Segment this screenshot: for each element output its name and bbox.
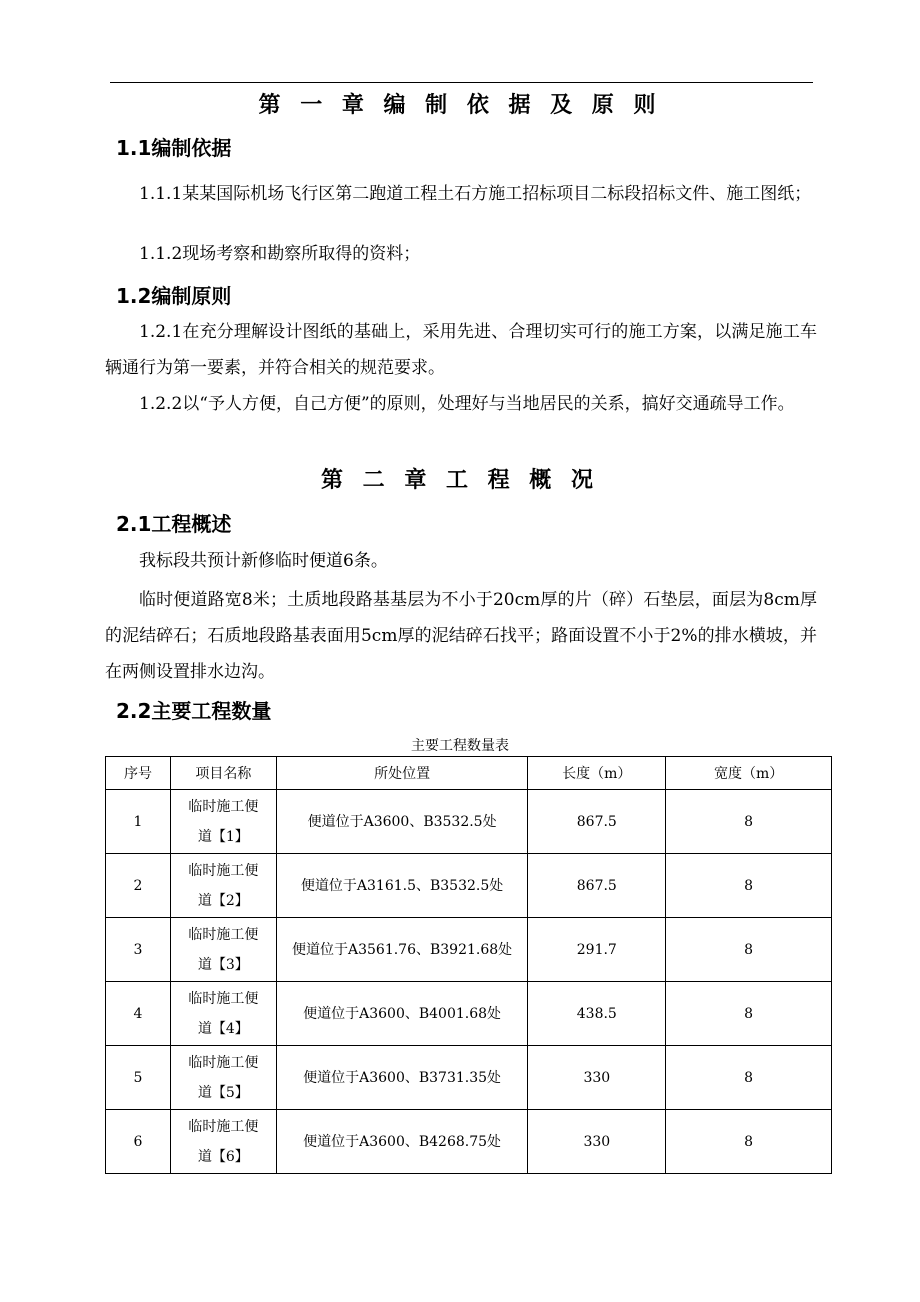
cell-name-line1: 临时施工便	[188, 926, 259, 943]
cell-name-line1: 临时施工便	[188, 1054, 259, 1071]
cell-name	[170, 1110, 276, 1174]
table-row	[106, 1046, 832, 1110]
cell-length: 438.5	[528, 982, 666, 1046]
cell-name	[170, 854, 276, 918]
table-row	[106, 790, 832, 854]
cell-name-line1: 临时施工便	[188, 862, 259, 879]
cell-width: 8	[666, 1110, 832, 1174]
cell-location: 便道位于A3161.5、B3532.5处	[276, 854, 528, 918]
cell-no: 6	[106, 1110, 171, 1174]
table-row	[106, 1110, 832, 1174]
cell-no: 4	[106, 982, 171, 1046]
col-header-length: 长度（m）	[528, 757, 666, 790]
cell-location: 便道位于A3600、B3731.35处	[276, 1046, 528, 1110]
col-header-name: 项目名称	[170, 757, 276, 790]
cell-width: 8	[666, 918, 832, 982]
cell-name-line1: 临时施工便	[188, 798, 259, 815]
chapter-2-title: 第 二 章 工 程 概 况	[321, 468, 599, 493]
cell-name-line2: 道【4】	[197, 1020, 249, 1037]
cell-length: 867.5	[528, 790, 666, 854]
col-header-no: 序号	[106, 757, 171, 790]
table-caption: 主要工程数量表	[411, 738, 509, 754]
cell-name	[170, 982, 276, 1046]
cell-length: 330	[528, 1110, 666, 1174]
table-header-row	[106, 757, 832, 790]
section-2-1-para-2: 临时便道路宽8米；土质地段路基基层为不小于20cm厚的片（碎）石垫层，面层为8cm厚的泥结碎石；石质地段路基表面用5cm厚的泥结碎石找平；路面设置不小于2%的排水横坡，并在两侧设置排水边沟。	[105, 590, 817, 682]
cell-no: 2	[106, 854, 171, 918]
cell-length: 330	[528, 1046, 666, 1110]
cell-length: 291.7	[528, 918, 666, 982]
cell-name	[170, 918, 276, 982]
section-1-1-para-1: 1.1.1某某国际机场飞行区第二跑道工程土石方施工招标项目二标段招标文件、施工图纸；	[139, 184, 812, 204]
section-2-2-heading: 2.2主要工程数量	[116, 699, 272, 723]
section-2-1-heading: 2.1工程概述	[116, 512, 232, 536]
cell-name-line2: 道【2】	[197, 892, 249, 909]
col-header-location: 所处位置	[276, 757, 528, 790]
section-1-2-heading: 1.2编制原则	[116, 284, 232, 308]
section-1-2-para-1: 1.2.1在充分理解设计图纸的基础上，采用先进、合理切实可行的施工方案，以满足施工车辆通行为第一要素，并符合相关的规范要求。	[105, 322, 817, 378]
cell-name-line2: 道【1】	[197, 828, 249, 845]
header-rule	[110, 82, 813, 83]
cell-width: 8	[666, 790, 832, 854]
cell-width: 8	[666, 1046, 832, 1110]
col-header-width: 宽度（m）	[666, 757, 832, 790]
cell-name	[170, 790, 276, 854]
cell-name-line2: 道【5】	[197, 1084, 249, 1101]
cell-name-line2: 道【6】	[197, 1148, 249, 1165]
cell-no: 3	[106, 918, 171, 982]
cell-name-line2: 道【3】	[197, 956, 249, 973]
cell-name	[170, 1046, 276, 1110]
cell-location: 便道位于A3600、B3532.5处	[276, 790, 528, 854]
section-1-2-para-2: 1.2.2以“予人方便，自己方便”的原则，处理好与当地居民的关系，搞好交通疏导工作。	[139, 394, 795, 414]
cell-name-line1: 临时施工便	[188, 1118, 259, 1135]
cell-location: 便道位于A3561.76、B3921.68处	[276, 918, 528, 982]
quantities-table	[105, 756, 832, 1174]
table-row	[106, 918, 832, 982]
cell-width: 8	[666, 982, 832, 1046]
chapter-1-title: 第 一 章 编 制 依 据 及 原 则	[258, 93, 662, 118]
cell-location: 便道位于A3600、B4268.75处	[276, 1110, 528, 1174]
table-row	[106, 982, 832, 1046]
cell-name-line1: 临时施工便	[188, 990, 259, 1007]
table-row	[106, 854, 832, 918]
cell-width: 8	[666, 854, 832, 918]
cell-location: 便道位于A3600、B4001.68处	[276, 982, 528, 1046]
cell-length: 867.5	[528, 854, 666, 918]
section-2-1-para-1: 我标段共预计新修临时便道6条。	[139, 551, 388, 571]
cell-no: 1	[106, 790, 171, 854]
section-1-1-heading: 1.1编制依据	[116, 136, 232, 160]
cell-no: 5	[106, 1046, 171, 1110]
section-1-1-para-2: 1.1.2现场考察和勘察所取得的资料；	[139, 244, 421, 264]
